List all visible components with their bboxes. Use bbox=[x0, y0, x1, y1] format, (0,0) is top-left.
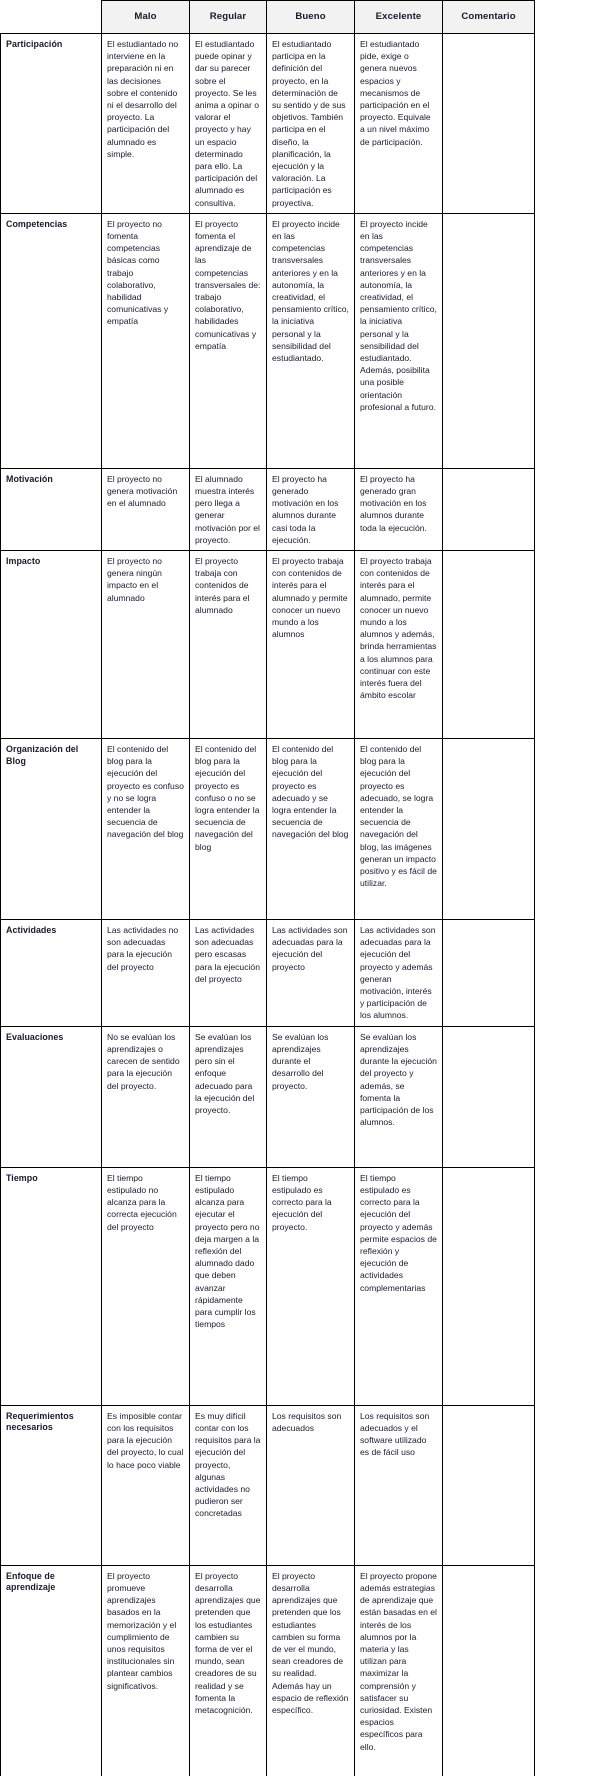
cell-malo: Es imposible contar con los requisitos para la ejecución del proyecto, lo cual lo hace poco viable bbox=[102, 1405, 190, 1565]
table-row bbox=[1, 1405, 535, 1565]
criterion-label: Evaluaciones bbox=[1, 1026, 102, 1167]
cell-bueno: El contenido del blog para la ejecución del proyecto es adecuado y se logra entender la secuencia de navegación del blog bbox=[267, 739, 355, 920]
criterion-label: Actividades bbox=[1, 920, 102, 1027]
cell-bueno: Las actividades son adecuadas para la ejecución del proyecto bbox=[267, 920, 355, 1027]
cell-excelente: Los requisitos son adecuados y el software utilizado es de fácil uso bbox=[355, 1405, 443, 1565]
cell-comentario[interactable] bbox=[443, 1405, 535, 1565]
cell-excelente: El proyecto incide en las competencias transversales anteriores y en la autonomía, la creatividad, el pensamiento crítico, la iniciativa personal y la sensibilidad del estudiantado. Además, posibilita una posible orientación profesional a futuro. bbox=[355, 213, 443, 468]
cell-excelente: El tiempo estipulado es correcto para la ejecución del proyecto y además permite espacios de reflexión y ejecución de actividades complementarias bbox=[355, 1167, 443, 1405]
cell-regular: Es muy difícil contar con los requisitos para la ejecución del proyecto, algunas actividades no pudieron ser concretadas bbox=[190, 1405, 267, 1565]
table-row bbox=[1, 1167, 535, 1405]
cell-regular: El tiempo estipulado alcanza para ejecutar el proyecto pero no deja margen a la reflexión del alumnado dado que deben avanzar rápidamente para cumplir los tiempos bbox=[190, 1167, 267, 1405]
criterion-label: Organización del Blog bbox=[1, 739, 102, 920]
cell-comentario[interactable] bbox=[443, 213, 535, 468]
header-cell-excelente: Excelente bbox=[355, 1, 443, 34]
table-row bbox=[1, 1026, 535, 1167]
table-row bbox=[1, 920, 535, 1027]
cell-malo: No se evalúan los aprendizajes o carecen de sentido para la ejecución del proyecto. bbox=[102, 1026, 190, 1167]
cell-excelente: El proyecto ha generado gran motivación en los alumnos durante toda la ejecución. bbox=[355, 468, 443, 550]
cell-regular: El estudiantado puede opinar y dar su parecer sobre el proyecto. Se les anima a opinar o valorar el proyecto y hay un espacio determinado para ello. La participación del alumnado es consultiva. bbox=[190, 34, 267, 214]
criterion-label: Impacto bbox=[1, 551, 102, 739]
cell-excelente: El proyecto propone además estrategias de aprendizaje que están basadas en el interés de los alumnos por la materia y las utilizan para maximizar la comprensión y satisfacer su curiosidad. Existen espacios específicos para ello. bbox=[355, 1565, 443, 1776]
cell-comentario[interactable] bbox=[443, 468, 535, 550]
criterion-label: Requerimientos necesarios bbox=[1, 1405, 102, 1565]
cell-bueno: Se evalúan los aprendizajes durante el desarrollo del proyecto. bbox=[267, 1026, 355, 1167]
cell-malo: El tiempo estipulado no alcanza para la correcta ejecución del proyecto bbox=[102, 1167, 190, 1405]
cell-bueno: El estudiantado participa en la definición del proyecto, en la determinación de su sentido y de sus objetivos. También participa en el diseño, la planificación, la ejecución y la valoración. La participación es proyectiva. bbox=[267, 34, 355, 214]
header-cell-comentario: Comentario bbox=[443, 1, 535, 34]
table-body bbox=[1, 34, 535, 1776]
table-row bbox=[1, 739, 535, 920]
cell-regular: Se evalúan los aprendizajes pero sin el enfoque adecuado para la ejecución del proyecto. bbox=[190, 1026, 267, 1167]
criterion-label: Motivación bbox=[1, 468, 102, 550]
table-header bbox=[1, 1, 535, 34]
cell-excelente: Las actividades son adecuadas para la ejecución del proyecto y además generan motivación, interés y participación de los alumnos. bbox=[355, 920, 443, 1027]
cell-comentario[interactable] bbox=[443, 739, 535, 920]
criterion-label: Tiempo bbox=[1, 1167, 102, 1405]
cell-regular: Las actividades son adecuadas pero escasas para la ejecución del proyecto bbox=[190, 920, 267, 1027]
table-row bbox=[1, 468, 535, 550]
cell-malo: El proyecto promueve aprendizajes basados en la memorización y el cumplimiento de unos requisitos institucionales sin plantear cambios significativos. bbox=[102, 1565, 190, 1776]
cell-comentario[interactable] bbox=[443, 1167, 535, 1405]
cell-comentario[interactable] bbox=[443, 551, 535, 739]
cell-regular: El proyecto desarrolla aprendizajes que pretenden que los estudiantes cambien su forma de ver el mundo, sean creadores de su realidad y se fomenta la metacognición. bbox=[190, 1565, 267, 1776]
cell-bueno: El proyecto trabaja con contenidos de interés para el alumnado y permite conocer un nuevo mundo a los alumnos bbox=[267, 551, 355, 739]
cell-malo: El estudiantado no interviene en la preparación ni en las decisiones sobre el contenido ni el desarrollo del proyecto. La participación del alumnado es simple. bbox=[102, 34, 190, 214]
cell-bueno: El tiempo estipulado es correcto para la ejecución del proyecto. bbox=[267, 1167, 355, 1405]
criterion-label: Enfoque de aprendizaje bbox=[1, 1565, 102, 1776]
table-row bbox=[1, 1565, 535, 1776]
cell-bueno: El proyecto ha generado motivación en los alumnos durante casi toda la ejecución. bbox=[267, 468, 355, 550]
cell-excelente: El contenido del blog para la ejecución del proyecto es adecuado, se logra entender la secuencia de navegación del blog, las imágenes generan un impacto positivo y es fácil de utilizar. bbox=[355, 739, 443, 920]
cell-regular: El proyecto fomenta el aprendizaje de las competencias transversales de: trabajo colaborativo, habilidades comunicativas y empatía bbox=[190, 213, 267, 468]
cell-bueno: Los requisitos son adecuados bbox=[267, 1405, 355, 1565]
table-row bbox=[1, 551, 535, 739]
cell-bueno: El proyecto incide en las competencias transversales anteriores y en la autonomía, la creatividad, el pensamiento crítico, la iniciativa personal y la sensibilidad del estudiantado. bbox=[267, 213, 355, 468]
header-cell-bueno: Bueno bbox=[267, 1, 355, 34]
criterion-label: Competencias bbox=[1, 213, 102, 468]
criterion-label: Participación bbox=[1, 34, 102, 214]
cell-malo: El proyecto no genera ningún impacto en el alumnado bbox=[102, 551, 190, 739]
cell-bueno: El proyecto desarrolla aprendizajes que pretenden que los estudiantes cambien su forma de ver el mundo, sean creadores de su realidad. Además hay un espacio de reflexión específico. bbox=[267, 1565, 355, 1776]
bottom-cutoff-text bbox=[0, 1768, 606, 1776]
cell-malo: El proyecto no fomenta competencias básicas como trabajo colaborativo, habilidad comunicativas y empatía bbox=[102, 213, 190, 468]
header-cell-regular: Regular bbox=[190, 1, 267, 34]
header-row bbox=[1, 1, 535, 34]
cell-malo: El contenido del blog para la ejecución del proyecto es confuso y no se logra entender la secuencia de navegación del blog bbox=[102, 739, 190, 920]
cell-regular: El alumnado muestra interés pero llega a generar motivación por el proyecto. bbox=[190, 468, 267, 550]
cell-excelente: El proyecto trabaja con contenidos de interés para el alumnado, permite conocer un nuevo mundo a los alumnos y además, brinda herramientas a los alumnos para continuar con este interés fuera del ámbito escolar bbox=[355, 551, 443, 739]
cell-malo: El proyecto no genera motivación en el alumnado bbox=[102, 468, 190, 550]
cell-regular: El proyecto trabaja con contenidos de interés para el alumnado bbox=[190, 551, 267, 739]
cell-comentario[interactable] bbox=[443, 1565, 535, 1776]
header-cell-malo: Malo bbox=[102, 1, 190, 34]
header-cell-corner bbox=[1, 1, 102, 34]
table-row bbox=[1, 34, 535, 214]
cell-excelente: El estudiantado pide, exige o genera nuevos espacios y mecanismos de participación en el proyecto. Equivale a un nivel máximo de participación. bbox=[355, 34, 443, 214]
cell-regular: El contenido del blog para la ejecución del proyecto es confuso o no se logra entender la secuencia de navegación del blog bbox=[190, 739, 267, 920]
cell-comentario[interactable] bbox=[443, 920, 535, 1027]
cell-excelente: Se evalúan los aprendizajes durante la ejecución del proyecto y además, se fomenta la participación de los alumnos. bbox=[355, 1026, 443, 1167]
cell-comentario[interactable] bbox=[443, 34, 535, 214]
cell-malo: Las actividades no son adecuadas para la ejecución del proyecto bbox=[102, 920, 190, 1027]
table-row bbox=[1, 213, 535, 468]
cell-comentario[interactable] bbox=[443, 1026, 535, 1167]
